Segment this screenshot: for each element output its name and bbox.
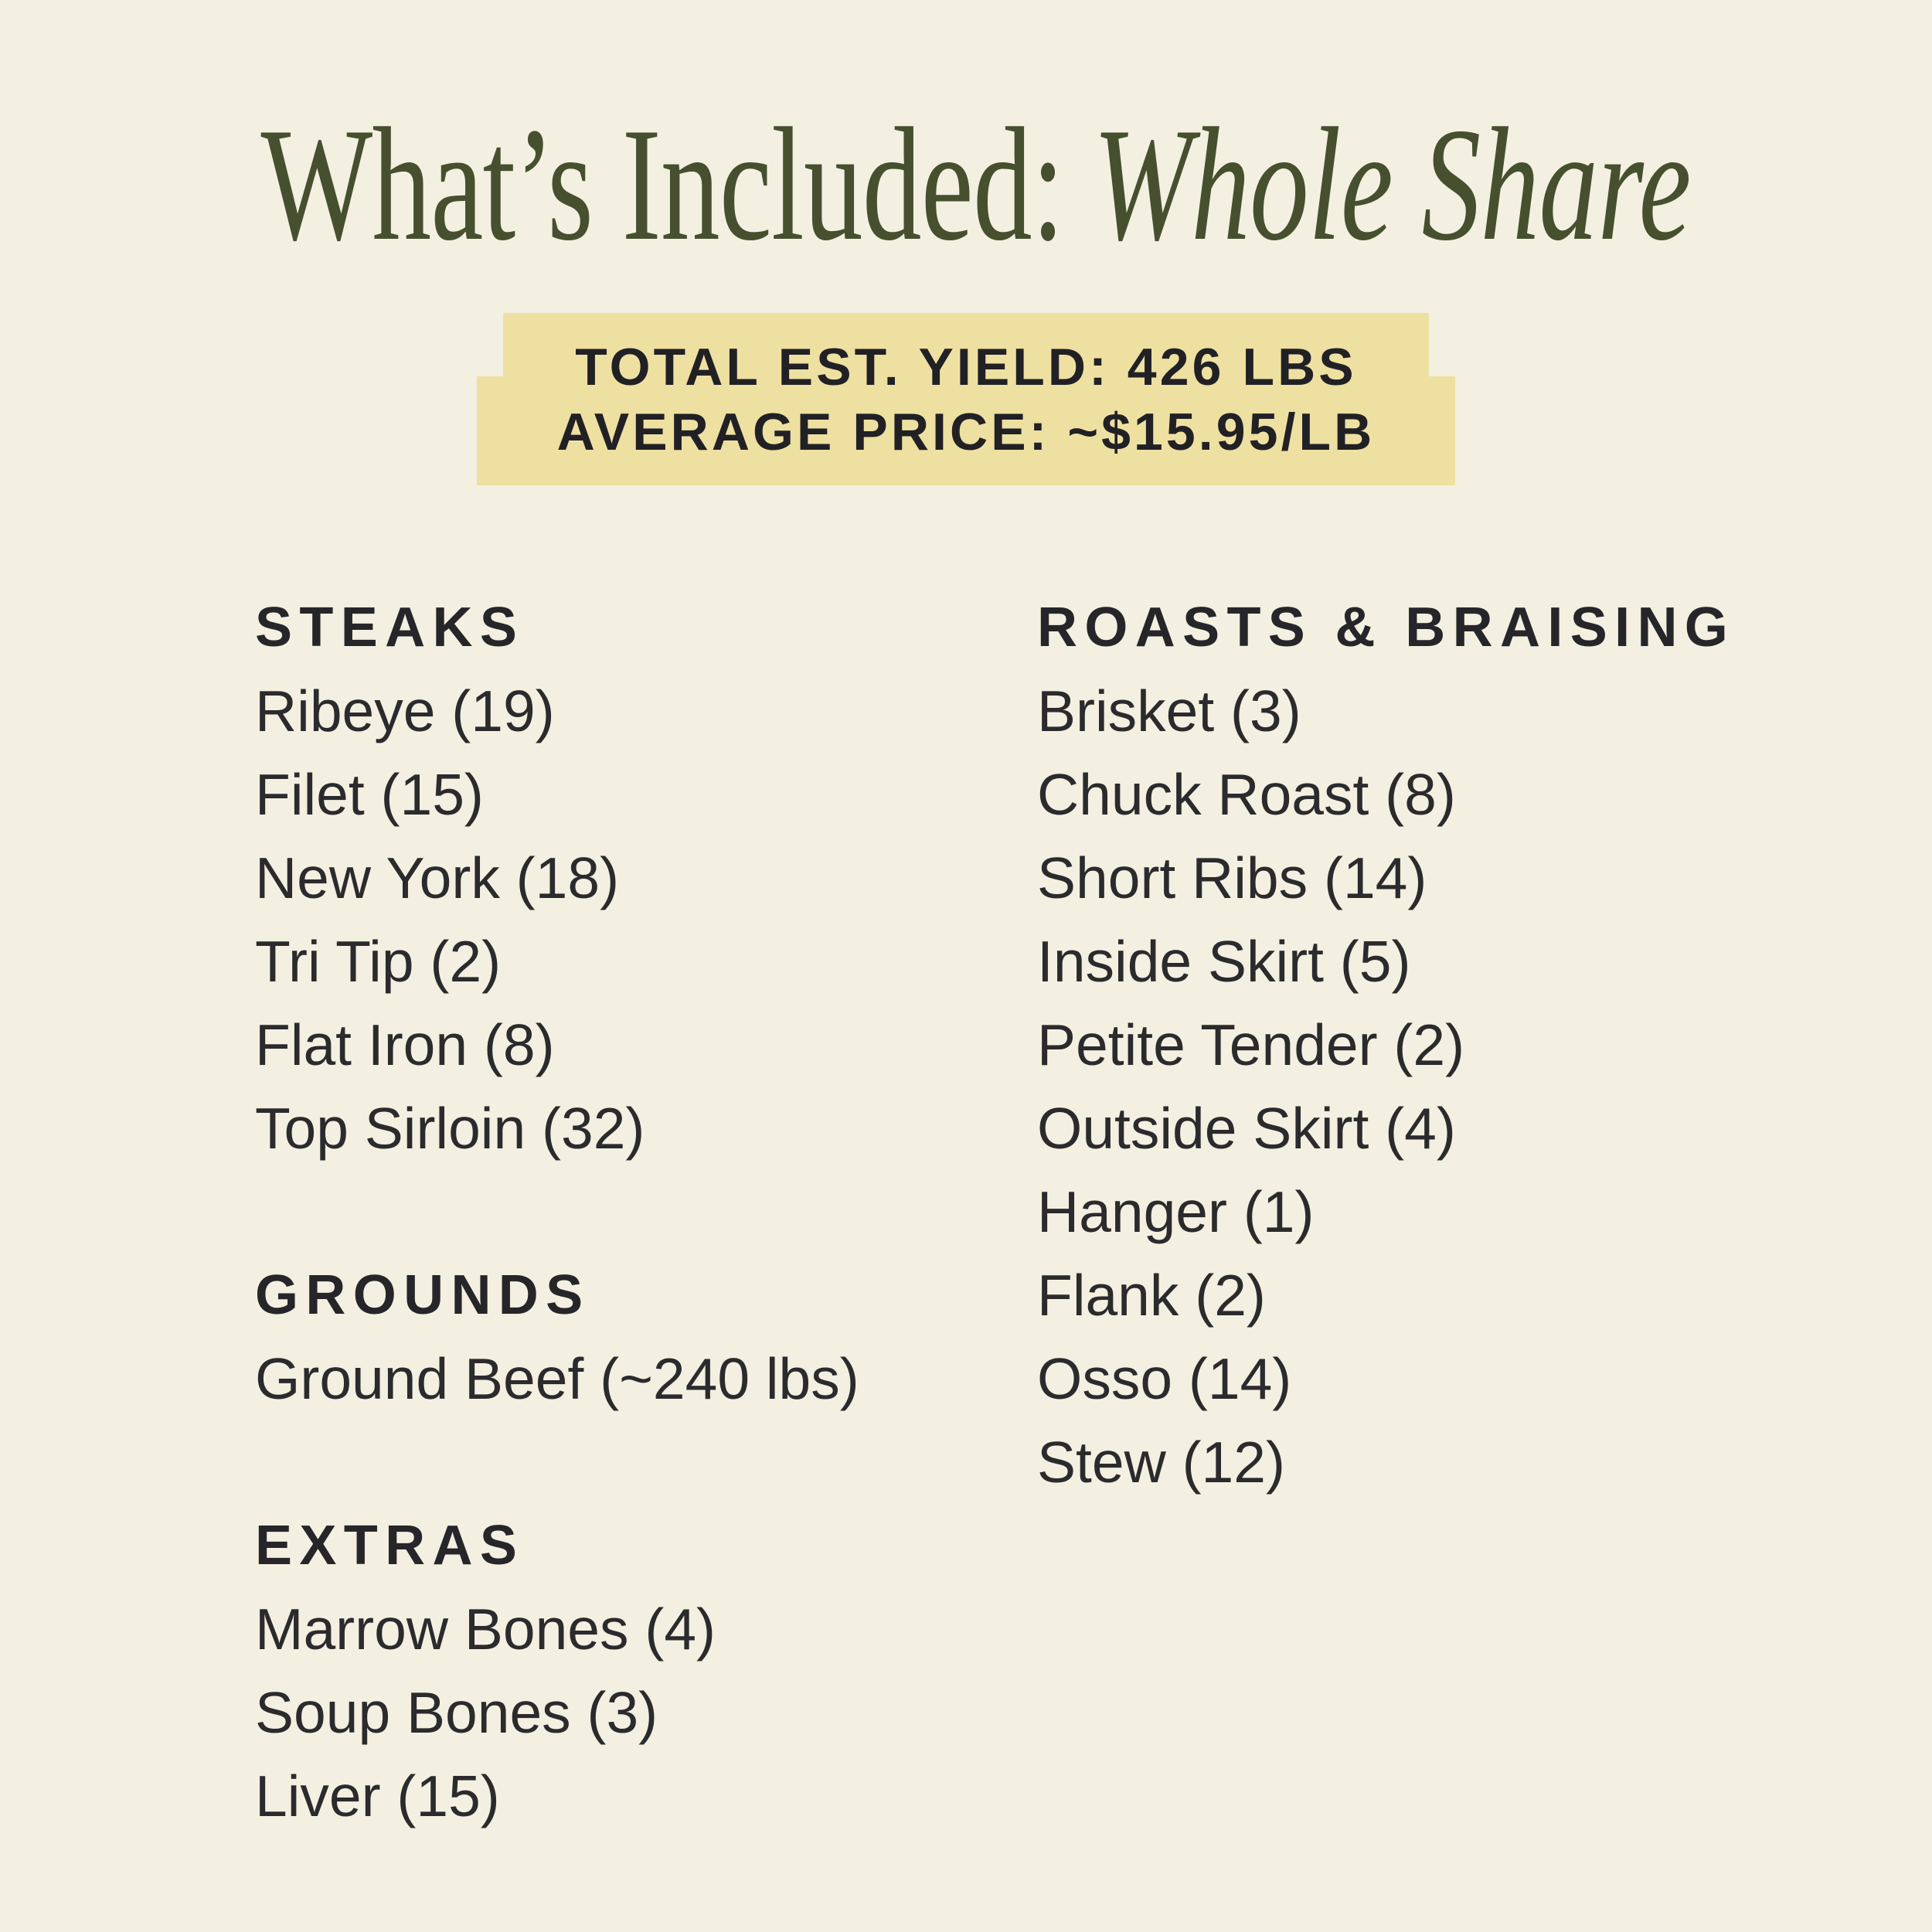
list-item: Marrow Bones (4) [255,1597,716,1662]
list-item: Short Ribs (14) [1037,845,1427,910]
list-item: Ground Beef (~240 lbs) [255,1346,859,1411]
list-item: Stew (12) [1037,1430,1285,1495]
list-item: Inside Skirt (5) [1037,929,1411,994]
list-item: Soup Bones (3) [255,1680,658,1745]
section-grounds [255,1253,859,1420]
list-item: Top Sirloin (32) [255,1096,645,1161]
section-heading-steaks: STEAKS [255,597,525,658]
list-item: New York (18) [255,845,620,910]
list-item: Petite Tender (2) [1037,1012,1465,1077]
summary-highlight-box [0,313,1932,485]
section-heading-extras: EXTRAS [255,1515,525,1577]
list-item: Flank (2) [1037,1263,1266,1328]
section-heading-grounds: GROUNDS [255,1264,590,1326]
section-steaks [255,586,859,1170]
section-heading-roasts-braising: ROASTS & BRAISING [1037,597,1736,658]
total-yield-line: TOTAL EST. YIELD: 426 LBS [575,337,1357,396]
page-title-emphasis: Whole Share [1093,95,1691,274]
list-item: Tri Tip (2) [255,929,502,994]
list-item: Brisket (3) [1037,679,1301,743]
list-item: Chuck Roast (8) [1037,762,1456,827]
list-item: Osso (14) [1037,1346,1292,1411]
summary-text [0,313,1932,485]
left-column [255,586,859,1838]
list-item: Flat Iron (8) [255,1012,555,1077]
list-item: Outside Skirt (4) [1037,1096,1456,1161]
right-column [1037,586,1735,1504]
page-title [260,95,1691,274]
list-item: Liver (15) [255,1764,500,1828]
page-title-regular: What’s Included: [260,95,1094,274]
average-price-line: AVERAGE PRICE: ~$15.95/LB [556,402,1376,461]
list-item: Filet (15) [255,762,484,827]
section-roasts-braising [1037,586,1735,1504]
list-item: Hanger (1) [1037,1179,1315,1244]
list-item: Ribeye (19) [255,679,555,743]
section-extras [255,1504,859,1838]
